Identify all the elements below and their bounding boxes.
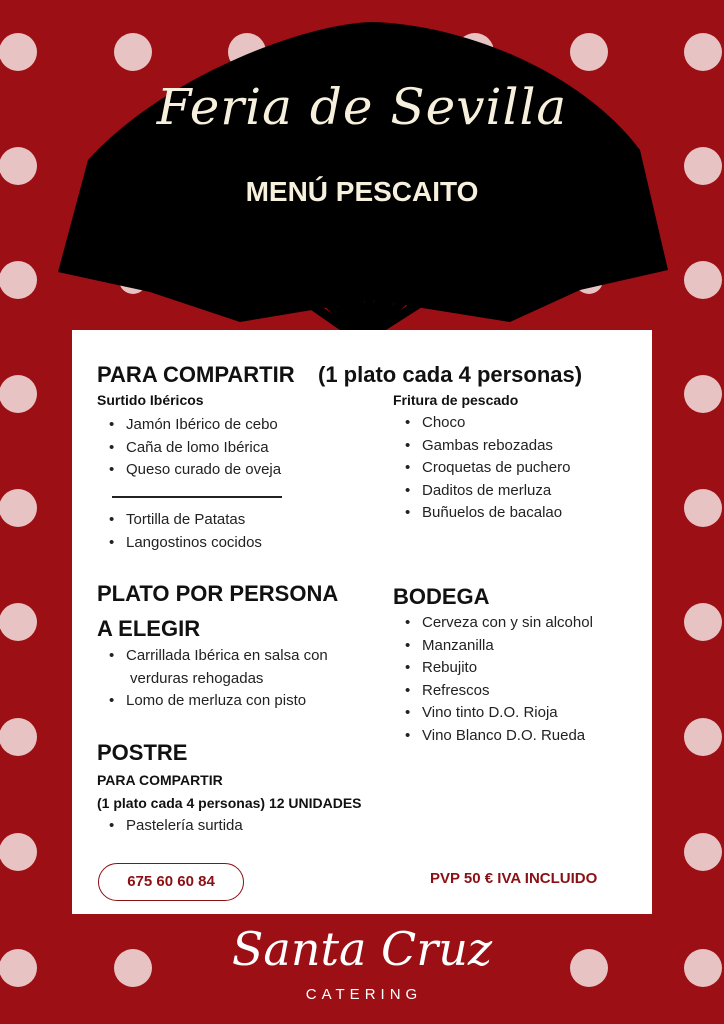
fan-illustration — [0, 0, 724, 340]
price-label: PVP 50 € IVA INCLUIDO — [430, 870, 598, 887]
postre-sub1: PARA COMPARTIR — [97, 772, 223, 788]
list-item: • Buñuelos de bacalao — [422, 502, 570, 525]
bodega-heading: BODEGA — [393, 584, 490, 609]
list-item: • Croquetas de puchero — [422, 457, 570, 480]
list-item: • Lomo de merluza con pisto — [126, 690, 328, 713]
list-item: • Manzanilla — [422, 635, 593, 658]
brand-subtitle: CATERING — [305, 986, 423, 1003]
list-item: • Rebujito — [422, 657, 593, 680]
plato-list — [97, 645, 328, 713]
divider — [112, 496, 282, 498]
brand-logo: Santa Cruz — [231, 922, 493, 976]
list-item: • Jamón Ibérico de cebo — [126, 414, 281, 437]
list-item: • Tortilla de Patatas — [126, 509, 262, 532]
fritura-list — [393, 412, 570, 525]
list-item — [126, 645, 328, 690]
list-item: • Gambas rebozadas — [422, 435, 570, 458]
menu-card — [72, 330, 652, 914]
iberico-heading: Surtido Ibéricos — [97, 392, 204, 408]
postre-heading: POSTRE — [97, 740, 188, 765]
plato-heading: PLATO POR PERSONA — [97, 581, 339, 606]
list-item: • Refrescos — [422, 680, 593, 703]
fritura-heading: Fritura de pescado — [393, 392, 519, 408]
event-title: Feria de Sevilla — [156, 78, 568, 136]
extra-list — [97, 509, 262, 554]
list-item: • Daditos de merluza — [422, 480, 570, 503]
bodega-list — [393, 612, 593, 747]
postre-sub2: (1 plato cada 4 personas) 12 UNIDADES — [97, 795, 362, 811]
list-item: • Pastelería surtida — [126, 815, 243, 838]
list-item: • Cerveza con y sin alcohol — [422, 612, 593, 635]
list-item: • Vino Blanco D.O. Rueda — [422, 725, 593, 748]
compartir-note: (1 plato cada 4 personas) — [318, 362, 583, 387]
list-item: • Vino tinto D.O. Rioja — [422, 702, 593, 725]
list-item: • Langostinos cocidos — [126, 532, 262, 555]
list-item: • Queso curado de oveja — [126, 459, 281, 482]
plato-heading-line2: A ELEGIR — [97, 616, 201, 641]
postre-list — [97, 815, 243, 838]
iberico-list — [97, 414, 281, 482]
list-item-text: Carrillada Ibérica en salsa con — [126, 647, 328, 664]
list-item: • Choco — [422, 412, 570, 435]
menu-subtitle: MENÚ PESCAITO — [245, 176, 479, 207]
list-item-text: verduras rehogadas — [130, 669, 264, 687]
compartir-heading: PARA COMPARTIR — [97, 362, 295, 387]
phone-number-button[interactable]: 675 60 60 84 — [98, 863, 244, 901]
list-item: • Caña de lomo Ibérica — [126, 437, 281, 460]
